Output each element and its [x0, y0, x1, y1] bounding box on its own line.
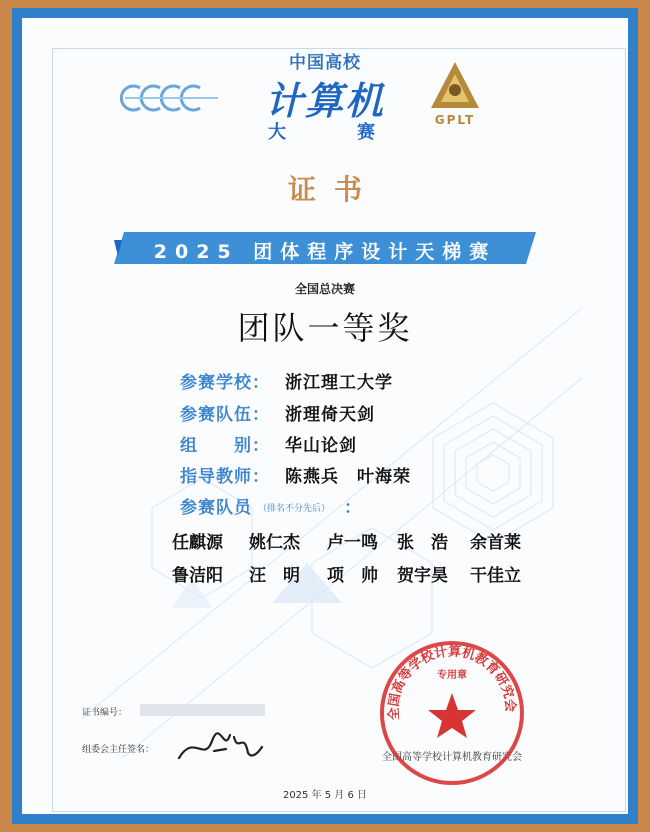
certificate-title: 证书 — [287, 173, 380, 206]
banner-text: 2025 团体程序设计天梯赛 — [153, 241, 497, 263]
field-value-group: 华山论剑 — [285, 436, 357, 456]
cccc-logo — [120, 78, 220, 118]
member-name: 余首莱 — [470, 533, 521, 553]
competition-banner — [114, 232, 536, 264]
certificate-paper — [22, 18, 628, 814]
field-label-group: 组 别： — [180, 436, 270, 456]
organizer-name: 全国高等学校计算机教育研究会 — [382, 752, 522, 763]
award-title: 团队一等奖 — [237, 309, 413, 347]
issue-date: 2025 年 5 月 6 日 — [282, 790, 368, 801]
red-seal-stamp — [377, 638, 527, 788]
member-name: 项 帅 — [327, 566, 378, 586]
field-value-advisor: 陈燕兵 叶海荣 — [285, 467, 411, 487]
member-name: 干佳立 — [470, 566, 521, 586]
stamp-center-text: 专用章 — [437, 670, 467, 681]
gplt-logo-icon — [429, 60, 481, 112]
member-name: 卢一鸣 — [327, 533, 378, 553]
logo-title-sub-left: 大 — [268, 122, 286, 143]
member-name: 鲁洁阳 — [172, 566, 223, 586]
certificate-number-redacted — [140, 704, 265, 716]
logo-title-sub-right: 赛 — [357, 122, 375, 143]
members-note: （排名不分先后） — [258, 504, 331, 514]
chair-signature-label: 组委会主任签名： — [82, 745, 155, 755]
stage-text: 全国总决赛 — [294, 282, 355, 296]
field-label-school: 参赛学校： — [180, 373, 270, 393]
chair-signature-icon — [174, 723, 264, 768]
member-name: 姚仁杰 — [249, 533, 300, 553]
member-name: 任麒源 — [172, 533, 223, 553]
logo-title-big: 计算机 — [264, 79, 385, 123]
member-name: 张 浩 — [397, 533, 448, 553]
stamp-ring-text: 全国高等学校计算机教育研究会 — [386, 644, 518, 721]
member-name: 汪 明 — [249, 566, 300, 586]
field-label-team: 参赛队伍： — [180, 405, 270, 425]
field-value-team: 浙理倚天剑 — [285, 405, 375, 425]
certificate-number-label: 证书编号： — [82, 708, 128, 718]
members-colon: ： — [344, 498, 362, 518]
logo-title-small: 中国高校 — [289, 53, 361, 73]
field-label-advisor: 指导教师： — [180, 467, 270, 487]
field-value-school: 浙江理工大学 — [285, 373, 393, 393]
member-name: 贺宇昊 — [397, 566, 448, 586]
gplt-label: GPLT — [434, 113, 476, 127]
members-label: 参赛队员 — [180, 498, 252, 518]
